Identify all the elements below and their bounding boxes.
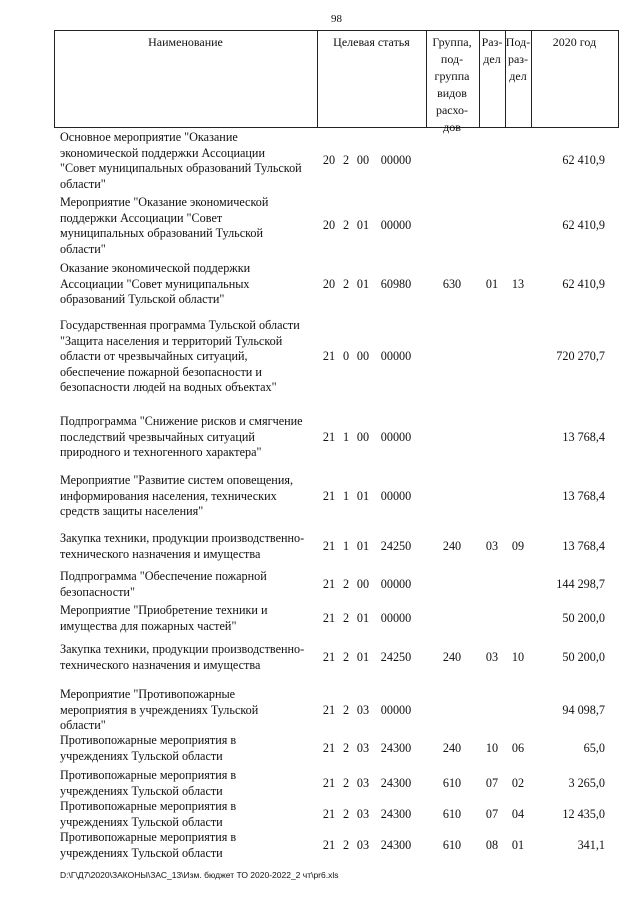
program-code: 21 [322,349,336,363]
subprogram-code: 2 [342,776,350,790]
measure-code: 00 [356,430,370,444]
subprogram-code: 2 [342,611,350,625]
direction-code: 00000 [380,611,412,625]
measure-code: 03 [356,776,370,790]
measure-code: 03 [356,838,370,852]
header-podrazdel: Под- раз- дел [505,35,531,83]
header-razdel: Раз- дел [481,35,503,66]
subprogram-code: 2 [342,838,350,852]
direction-code: 00000 [380,349,412,363]
expense-group: 630 [442,277,462,291]
section-code: 07 [485,776,499,790]
program-code: 21 [322,650,336,664]
amount-2020: 144 298,7 [556,577,605,591]
direction-code: 00000 [380,430,412,444]
expense-group: 240 [442,650,462,664]
direction-code: 24300 [380,741,412,755]
direction-code: 24300 [380,807,412,821]
direction-code: 24250 [380,650,412,664]
row-name: Закупка техники, продукции производственно- технического назначения и имущества [60,531,305,561]
subprogram-code: 2 [342,218,350,232]
file-path-footer: D:\Г\Д7\2020\ЗАКОНЫ\ЗАС_13\Изм. бюджет ТО 2020-2022_2 чт\pr6.xls [60,870,339,880]
program-code: 21 [322,776,336,790]
amount-2020: 13 768,4 [562,489,605,503]
measure-code: 00 [356,349,370,363]
row-name: Подпрограмма "Снижение рисков и смягчение последствий чрезвычайных ситуаций природного и техногенного характера" [60,414,303,460]
direction-code: 00000 [380,703,412,717]
subprogram-code: 1 [342,489,350,503]
amount-2020: 12 435,0 [562,807,605,821]
subprogram-code: 2 [342,741,350,755]
subsection-code: 06 [511,741,525,755]
subprogram-code: 1 [342,430,350,444]
expense-group: 610 [442,838,462,852]
row-name: Мероприятие "Развитие систем оповещения, информирования населения, технических средств защиты населения" [60,473,294,519]
subprogram-code: 2 [342,577,350,591]
measure-code: 03 [356,703,370,717]
expense-group: 610 [442,776,462,790]
subprogram-code: 2 [342,277,350,291]
row-name: Мероприятие "Противопожарные мероприятия в учреждениях Тульской области" [60,687,259,733]
expense-group: 240 [442,741,462,755]
measure-code: 03 [356,741,370,755]
row-name: Подпрограмма "Обеспечение пожарной безопасности" [60,569,267,599]
row-name: Государственная программа Тульской области "Защита населения и территорий Тульской области от чрезвычайных ситуаций, обеспечение пожарной безопасности и безопасности людей на водных объектах" [60,318,300,395]
measure-code: 01 [356,277,370,291]
row-name: Основное мероприятие "Оказание экономической поддержки Ассоциации "Совет муниципальных образований Тульской области" [60,130,302,191]
expense-group: 240 [442,539,462,553]
amount-2020: 341,1 [577,838,605,852]
header-year: 2020 год [552,35,597,49]
header-target: Целевая статья [333,35,410,49]
program-code: 21 [322,838,336,852]
table-header [54,30,619,134]
program-code: 21 [322,489,336,503]
subsection-code: 02 [511,776,525,790]
amount-2020: 13 768,4 [562,539,605,553]
program-code: 21 [322,611,336,625]
measure-code: 01 [356,218,370,232]
amount-2020: 62 410,9 [562,218,605,232]
row-name: Противопожарные мероприятия в учреждениях Тульской области [60,830,237,860]
row-name: Мероприятие "Приобретение техники и имущества для пожарных частей" [60,603,268,633]
direction-code: 60980 [380,277,412,291]
subprogram-code: 2 [342,807,350,821]
amount-2020: 13 768,4 [562,430,605,444]
section-code: 07 [485,807,499,821]
program-code: 21 [322,577,336,591]
section-code: 03 [485,539,499,553]
amount-2020: 50 200,0 [562,611,605,625]
program-code: 21 [322,539,336,553]
direction-code: 24250 [380,539,412,553]
measure-code: 01 [356,650,370,664]
program-code: 20 [322,153,336,167]
row-name: Противопожарные мероприятия в учреждениях Тульской области [60,799,237,829]
direction-code: 00000 [380,218,412,232]
subprogram-code: 2 [342,650,350,664]
expense-group: 610 [442,807,462,821]
amount-2020: 720 270,7 [556,349,605,363]
section-code: 01 [485,277,499,291]
amount-2020: 62 410,9 [562,277,605,291]
amount-2020: 62 410,9 [562,153,605,167]
direction-code: 00000 [380,153,412,167]
row-name: Противопожарные мероприятия в учреждениях Тульской области [60,768,237,798]
section-code: 03 [485,650,499,664]
subsection-code: 09 [511,539,525,553]
subprogram-code: 2 [342,703,350,717]
amount-2020: 65,0 [583,741,605,755]
subsection-code: 04 [511,807,525,821]
header-group: Группа, под- группа видов расхо- дов [432,35,472,134]
row-name: Мероприятие "Оказание экономической поддержки Ассоциации "Совет муниципальных образований Тульской области" [60,195,269,256]
direction-code: 24300 [380,838,412,852]
measure-code: 01 [356,539,370,553]
section-code: 10 [485,741,499,755]
program-code: 21 [322,703,336,717]
direction-code: 24300 [380,776,412,790]
direction-code: 00000 [380,577,412,591]
row-name: Противопожарные мероприятия в учреждениях Тульской области [60,733,237,763]
subprogram-code: 1 [342,539,350,553]
subsection-code: 01 [511,838,525,852]
header-name: Наименование [148,35,223,49]
row-name: Закупка техники, продукции производственно- технического назначения и имущества [60,642,305,672]
amount-2020: 50 200,0 [562,650,605,664]
measure-code: 01 [356,611,370,625]
measure-code: 03 [356,807,370,821]
amount-2020: 3 265,0 [568,776,605,790]
section-code: 08 [485,838,499,852]
measure-code: 01 [356,489,370,503]
program-code: 21 [322,741,336,755]
page-number: 98 [331,13,342,25]
program-code: 21 [322,430,336,444]
subsection-code: 13 [511,277,525,291]
program-code: 20 [322,218,336,232]
subsection-code: 10 [511,650,525,664]
amount-2020: 94 098,7 [562,703,605,717]
subprogram-code: 2 [342,153,350,167]
direction-code: 00000 [380,489,412,503]
measure-code: 00 [356,153,370,167]
subprogram-code: 0 [342,349,350,363]
program-code: 21 [322,807,336,821]
measure-code: 00 [356,577,370,591]
row-name: Оказание экономической поддержки Ассоциации "Совет муниципальных образований Тульской области" [60,261,251,307]
program-code: 20 [322,277,336,291]
